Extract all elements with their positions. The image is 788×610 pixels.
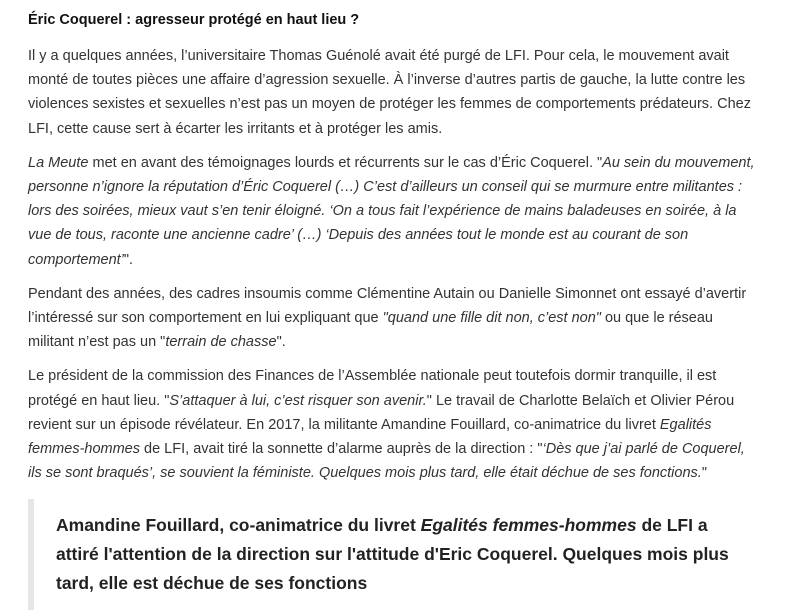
paragraph-text: de LFI, avait tiré la sonnette d’alarme auprès de la direction : " [140,441,543,458]
quote-text: ‘Dès que j’ai parlé de Coquerel, ils se sont braqués’, se souvient la féministe. Quelques mois plus tard, elle était déchue de ses fonctions. [28,441,745,482]
paragraph-la-meute [28,151,760,272]
quote-text: terrain de chasse [165,334,277,351]
quote-text: Au sein du mouvement, personne n’ignore la réputation d’Éric Coquerel (…) C’est d’ailleurs un conseil qui se murmure entre militantes : lors des soirées, mieux vaut s’en tenir éloigné. ‘On a tous fait l’expérience de mains baladeuses en soirée, à la vue de tous, raconte une ancienne cadre’ (…) ‘Depuis des années tout le monde est au courant de son comportement’ [28,154,755,268]
quote-text: S’attaquer à lui, c’est risquer son avenir. [169,392,427,409]
paragraph-text: Le président de la commission des Finances de l’Assemblée nationale peut toutefois dormir tranquille, il est protégé en haut lieu. " [28,368,717,409]
paragraph-text: met en avant des témoignages lourds et récurrents sur le cas d’Éric Coquerel. " [88,154,603,171]
source-name: La Meute [28,154,89,171]
section-heading: Éric Coquerel : agresseur protégé en haut lieu ? [28,12,360,28]
quote-text: "quand une fille dit non, c’est non" [382,310,601,327]
paragraph-text: ". [276,334,286,351]
paragraph-text: " [701,465,707,482]
pull-quote-text: Amandine Fouillard, co-animatrice du livret [56,515,421,536]
paragraph-text: " Le travail de Charlotte Belaïch et Olivier Pérou revient sur un épisode révélateur. En 2017, la militante Amandine Fouillard, co-animatrice du livret [28,392,735,433]
paragraph-intro: Il y a quelques années, l’universitaire Thomas Guénolé avait été purgé de LFI. Pour cela, le mouvement avait monté de toutes pièces une affaire d’agression sexuelle. À l’inverse d’autres partis de gauche, la lutte contre les violences sexistes et sexuelles n’est pas un moyen de protéger les femmes de comportements prédateurs. Chez LFI, cette cause sert à écarter les irritants et à protéger les amis. [28,48,751,137]
pull-quote [28,499,760,610]
paragraph-text: ". [123,251,134,268]
pull-quote-text: de LFI a attiré l'attention de la direction sur l'attitude d'Eric Coquerel. Quelques mois plus tard, elle est déchue de ses fonctions [56,515,729,594]
booklet-title: Egalités femmes-hommes [420,515,637,536]
paragraph-text: ou que le réseau militant n’est pas un " [28,310,713,351]
paragraph-cadres [28,282,760,355]
booklet-title: Egalités femmes-hommes [28,416,712,458]
paragraph-president [28,364,760,485]
paragraph-text: Pendant des années, des cadres insoumis comme Clémentine Autain ou Danielle Simonnet ont essayé d’avertir l’intéressé sur son comportement en lui expliquant que [28,285,747,327]
